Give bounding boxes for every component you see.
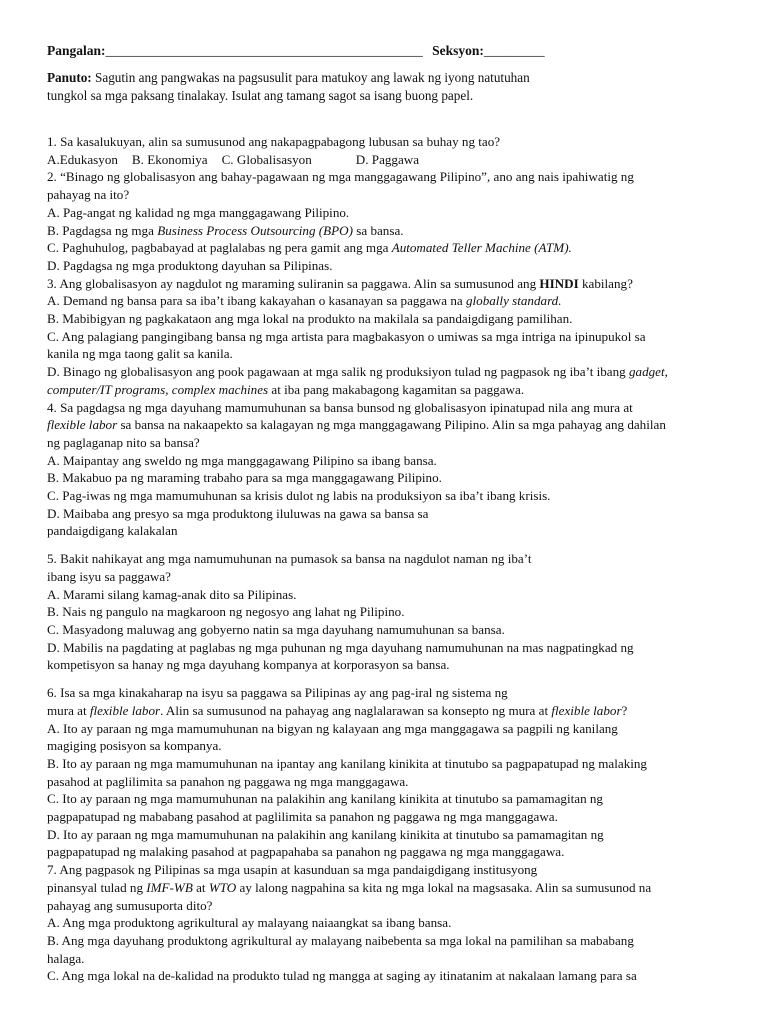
text-line: D. Pagdagsa ng mga produktong dayuhan sa Pilipinas. <box>47 257 333 273</box>
text-line: halaga. <box>47 950 85 966</box>
text-line: B. Nais ng pangulo na magkaroon ng negosyo ang lahat ng Pilipino. <box>47 604 405 620</box>
text-segment: 3. Ang globalisasyon ay nagdulot ng maraming suliranin sa paggawa. Alin sa sumusunod ang <box>47 275 540 291</box>
text-line: ibang isyu sa paggawa? <box>47 568 171 584</box>
text-line: pagpapatupad ng malaking pasahod at pagpapahaba sa panahon ng paggawa ng mga manggagawa. <box>47 844 565 860</box>
text-line: C. Pag-iwas ng mga mamumuhunan sa krisis dulot ng labis na produksiyon sa iba’t ibang krisis. <box>47 488 551 504</box>
text-line <box>47 381 737 399</box>
spacer <box>47 540 737 550</box>
directions-text-1: Sagutin ang pangwakas na pagsusulit para matukoy ang lawak ng iyong natutuhan <box>91 70 530 85</box>
text-line <box>47 275 737 293</box>
text-line: kompetisyon sa hanay ng mga dayuhang kompanya at korporasyon sa bansa. <box>47 657 450 673</box>
italic-term: computer/IT programs <box>47 381 166 397</box>
text-line: kanila ng mga taong galit sa kanila. <box>47 346 233 362</box>
text-line <box>47 239 737 257</box>
italic-term: Business Process Outsourcing (BPO) <box>157 222 353 238</box>
italic-term: Automated Teller Machine (ATM). <box>391 240 572 256</box>
text-line: pahayag na ito? <box>47 187 130 203</box>
text-line: C. Masyadong maluwag ang gobyerno natin sa mga dayuhang namumuhunan sa bansa. <box>47 621 505 637</box>
italic-term: flexible labor <box>551 702 622 718</box>
text-segment: kabilang? <box>578 275 633 291</box>
text-segment: mura at <box>47 702 90 718</box>
choice-option: D. Paggawa <box>355 151 420 167</box>
text-segment: D. Binago ng globalisasyon ang pook pagawaan at mga salik ng produksiyon tulad ng pagpasok ng iba’t ibang <box>47 364 629 380</box>
text-line <box>47 416 737 434</box>
directions <box>47 69 647 104</box>
text-segment: , <box>664 364 668 380</box>
choices-row <box>47 151 737 169</box>
italic-term: gadget <box>628 364 665 380</box>
text-line: pasahod at paglilimita sa panahon ng paggawa ng mga manggagawa. <box>47 773 409 789</box>
choice-option: A.Edukasyon <box>47 151 118 167</box>
text-line: pandaigdigang kalakalan <box>47 523 178 539</box>
text-segment: . Alin sa sumusunod na pahayag ang naglalarawan sa konsepto ng mura at <box>160 702 552 718</box>
text-line: 5. Bakit nahikayat ang mga namumuhunan na pumasok sa bansa na nagdulot naman ng iba’t <box>47 551 532 567</box>
text-line: D. Maibaba ang presyo sa mga produktong iluluwas na gawa sa bansa sa <box>47 505 429 521</box>
spacer <box>47 674 737 684</box>
name-label: Pangalan: <box>47 43 106 58</box>
text-line: 1. Sa kasalukuyan, alin sa sumusunod ang nakapagpabagong lubusan sa buhay ng tao? <box>47 134 501 149</box>
directions-lead: Panuto: <box>47 70 92 85</box>
text-line: C. Ang palagiang pangingibang bansa ng mga artista para magbakasyon o umiwas sa mga intriga na ipinupukol sa <box>47 328 646 344</box>
text-line: A. Maipantay ang sweldo ng mga manggagawang Pilipino sa ibang bansa. <box>47 452 437 468</box>
text-line: 4. Sa pagdagsa ng mga dayuhang mamumuhunan sa bansa bunsod ng globalisasyon ipinatupad nila ang mura at <box>47 399 633 415</box>
text-line <box>47 292 737 310</box>
text-segment: B. Pagdagsa ng mga <box>47 222 158 238</box>
text-line: B. Makabuo pa ng maraming trabaho para sa mga manggagawang Pilipino. <box>47 470 442 486</box>
italic-term: complex machines <box>171 381 269 397</box>
text-line: A. Marami silang kamag-anak dito sa Pilipinas. <box>47 586 297 602</box>
text-line: 7. Ang pagpasok ng Pilipinas sa mga usapin at kasunduan sa mga pandaigdigang institusyong <box>47 862 538 878</box>
text-segment: at <box>192 879 209 895</box>
text-line <box>47 702 737 720</box>
text-segment: , <box>165 381 172 397</box>
text-line: D. Mabilis na pagdating at paglabas ng mga puhunan ng mga dayuhang namumuhunan na mas nagpatingkad ng <box>47 639 634 655</box>
text-segment: ? <box>621 702 628 718</box>
text-line: B. Mabibigyan ng pagkakataon ang mga lokal na produkto na makilala sa pandaigdigang pamilihan. <box>47 311 573 327</box>
italic-term: globally standard. <box>465 293 562 309</box>
text-line: C. Ang mga lokal na de-kalidad na produkto tulad ng mangga at saging ay itinatanim at nakalaan lamang para sa <box>47 968 637 984</box>
text-line: pahayag ang sumusuporta dito? <box>47 897 213 913</box>
text-line: A. Pag-angat ng kalidad ng mga manggagawang Pilipino. <box>47 204 350 220</box>
text-segment: pinansyal tulad ng <box>47 879 147 895</box>
text-line: D. Ito ay paraan ng mga mamumuhunan na palakihin ang kanilang kinikita at tinutubo sa pamamagitan ng <box>47 826 604 842</box>
directions-line-2: tungkol sa mga paksang tinalakay. Isulat ang tamang sagot sa isang buong papel. <box>47 87 474 103</box>
text-line: 2. “Binago ng globalisasyon ang bahay-pagawaan ng mga manggagawang Pilipino”, ano ang nais ipahiwatig ng <box>47 169 634 185</box>
text-segment: C. Paghuhulog, pagbabayad at paglalabas ng pera gamit ang mga <box>47 240 392 256</box>
text-line <box>47 222 737 240</box>
text-segment: sa bansa. <box>352 222 404 238</box>
italic-term: flexible labor <box>89 702 161 718</box>
text-segment: sa bansa na nakaapekto sa kalagayan ng mga manggagawang Pilipino. Alin sa mga pahayag ang dahilan <box>117 417 666 433</box>
text-line: B. Ito ay paraan ng mga mamumuhunan na ipantay ang kanilang kinikita at tinutubo sa pagpapatupad ng malaking <box>47 755 647 771</box>
questions-section <box>47 133 737 985</box>
text-segment: ay lalong nagpahina sa kita ng mga lokal na magsasaka. Alin sa sumusunod na <box>236 879 652 895</box>
section-label: Seksyon: <box>432 43 484 58</box>
text-line: C. Ito ay paraan ng mga mamumuhunan na palakihin ang kanilang kinikita at tinutubo sa pamamagitan ng <box>47 791 603 807</box>
bold-term: HINDI <box>539 275 579 291</box>
name-blank: _______________________________________________ <box>105 43 423 58</box>
text-line: 6. Isa sa mga kinakaharap na isyu sa paggawa sa Pilipinas ay ang pag-iral ng sistema ng <box>47 685 508 701</box>
text-segment: at iba pang makabagong kagamitan sa paggawa. <box>268 381 525 397</box>
italic-term: flexible labor <box>47 417 118 433</box>
choice-option: B. Ekonomiya <box>131 151 208 167</box>
text-line: pagpapatupad ng mababang pasahod at paglilimita sa panahon ng paggawa ng mga manggagawa. <box>47 809 558 825</box>
text-line: magiging posisyon sa kompanya. <box>47 738 222 754</box>
choice-option: C. Globalisasyon <box>221 151 312 167</box>
directions-line-1 <box>47 69 647 87</box>
section-blank: _________ <box>483 43 545 58</box>
text-line: ng paglaganap nito sa bansa? <box>47 434 200 450</box>
text-line: A. Ang mga produktong agrikultural ay malayang naiaangkat sa ibang bansa. <box>47 915 452 931</box>
italic-term: IMF-WB <box>146 879 193 895</box>
text-line: B. Ang mga dayuhang produktong agrikultural ay malayang naibebenta sa mga lokal na pamilihan sa mababang <box>47 932 634 948</box>
text-line <box>47 363 737 381</box>
text-line: A. Ito ay paraan ng mga mamumuhunan na bigyan ng kalayaan ang mga manggagawa sa pagpili ng kanilang <box>47 720 618 736</box>
italic-term: WTO <box>208 879 237 895</box>
text-line <box>47 879 737 897</box>
header-line <box>47 43 545 59</box>
text-segment: A. Demand ng bansa para sa iba’t ibang kakayahan o kasanayan sa paggawa na <box>47 293 466 309</box>
